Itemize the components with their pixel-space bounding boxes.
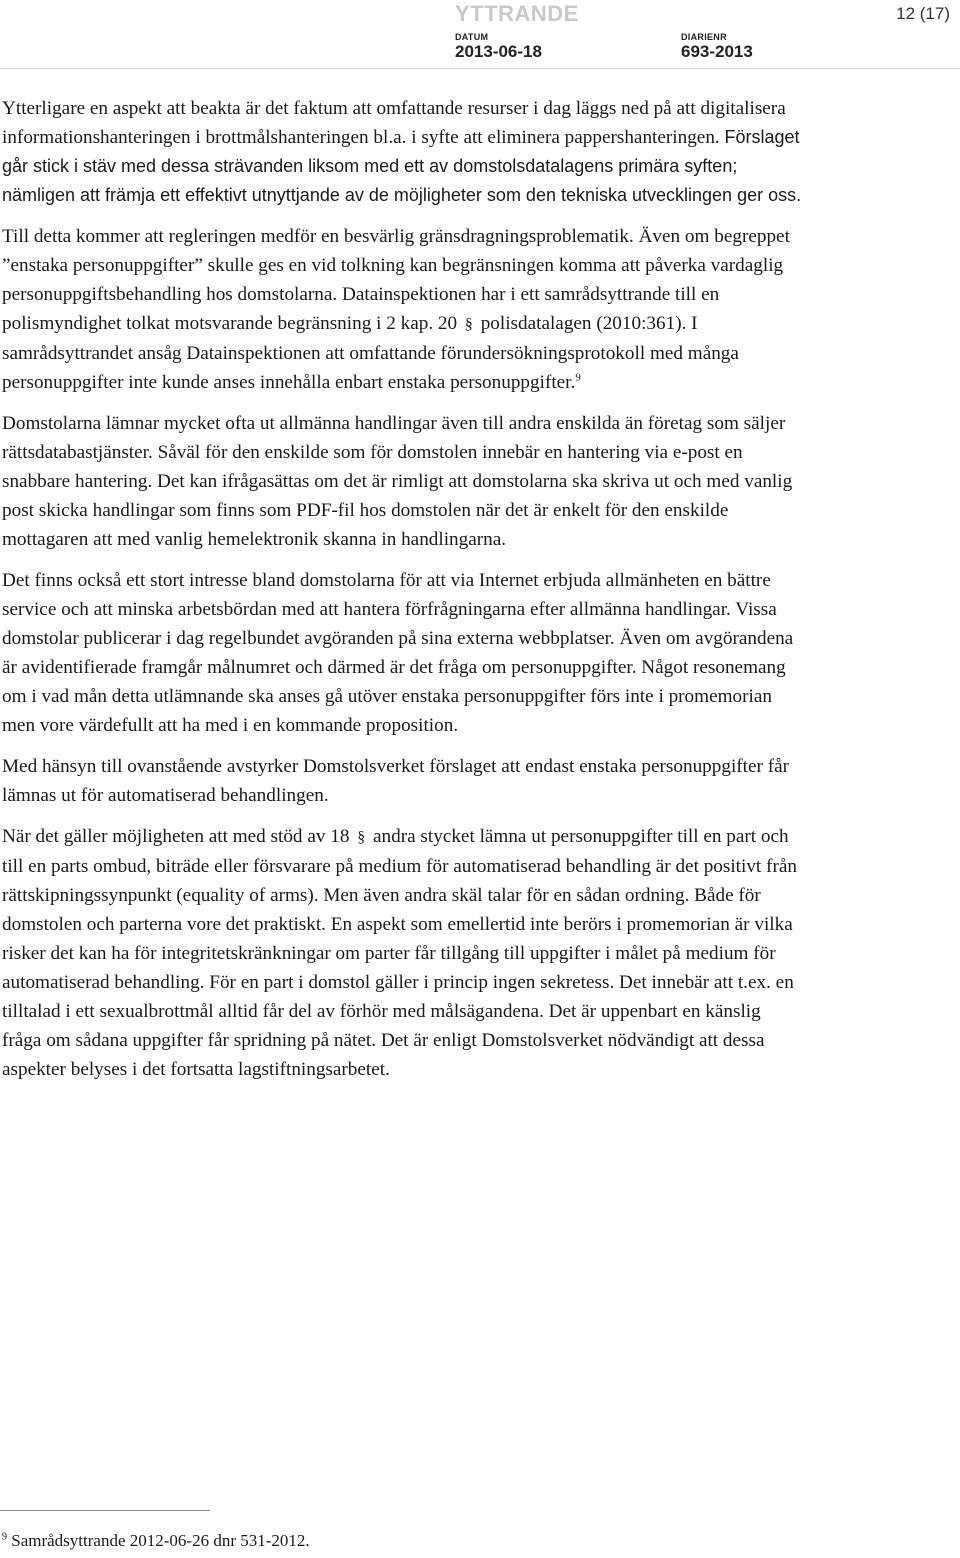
- document-type: YTTRANDE: [455, 1, 579, 26]
- paragraph-2-part-a: Till detta kommer att regleringen medför en besvärlig gränsdragningsproblematik. Även om begreppet ”enstaka personuppgifter” skulle ges en vid tolkning kan begränsningen komma att påverka vardaglig personuppgiftsbehandling hos domstolarna. Datainspektionen har i ett samrådsyttrande till en polismyndighet tolkat motsvarande begränsning i 2 kap. 20: [2, 226, 790, 334]
- header-rule: [0, 68, 960, 69]
- paragraph-1-part-b: Förslaget går stick i stäv med dessa strävanden liksom med ett av domstolsdatalagens primära syften; nämligen att främja ett effektivt utnyttjande av de möjligheter som den tekniska utvecklingen ger oss.: [2, 127, 802, 205]
- diary-label: DIARIENR: [681, 32, 727, 42]
- date-value: 2013-06-18: [455, 42, 542, 61]
- paragraph-4: Det finns också ett stort intresse bland domstolarna för att via Internet erbjuda allmänheten en bättre service och att minska arbetsbördan med att hantera förfrågningarna efter allmänna handlingar. Vissa domstolar publicerar i dag regelbundet avgöranden på sina externa webbplatser. Även om avgörandena är avidentifierade framgår målnumret och därmed är det fråga om personuppgifter. Något resonemang om i vad mån detta utlämnande ska anses gå utöver enstaka personuppgifter förs inte i promemorian men vore värdefullt att ha med i en kommande proposition.: [2, 570, 794, 736]
- diary-value: 693-2013: [681, 42, 753, 61]
- paragraph-3: Domstolarna lämnar mycket ofta ut allmänna handlingar även till andra enskilda än företag som säljer rättsdatabastjänster. Såväl för den enskilde som för domstolen innebär en hantering via e-post en snabbare hantering. Det kan ifrågasättas om det är rimligt att domstolarna ska skriva ut och med vanlig post skicka handlingar som finns som PDF-fil hos domstolen när det är enkelt för den enskilde mottagaren att med vanlig hemelektronik skanna in handlingarna.: [2, 413, 793, 550]
- paragraph-6-part-b: andra stycket lämna ut personuppgifter till en part och till en parts ombud, biträde eller försvarare på medium för automatiserad behandling är det positivt från rättskipningssynpunkt (equality of arms). Men även andra skäl talar för en sådan ordning. Både för domstolen och parterna vore det praktiskt. En aspekt som emellertid inte berörs i promemorian är vilka risker det kan ha för integritetskränkningar om parter får tillgång till uppgifter i målet på medium för automatiserad behandling. För en part i domstol gäller i princip ingen sekretess. Det innebär att t.ex. en tilltalad i ett sexualbrottmål alltid får del av förhör med målsägandena. Det är uppenbart en känslig fråga om sådana uppgifter får spridning på nätet. Det är enligt Domstolsverket nödvändigt att dessa aspekter belyses i det fortsatta lagstiftningsarbetet.: [2, 826, 797, 1080]
- paragraph-6: [2, 822, 804, 1084]
- page-number: 12 (17): [896, 4, 950, 23]
- footnote: [2, 1530, 310, 1552]
- footnote-reference: 9: [575, 371, 581, 384]
- section-sign: §: [464, 316, 473, 333]
- paragraph-5: Med hänsyn till ovanstående avstyrker Domstolsverket förslaget att endast enstaka personuppgifter får lämnas ut för automatiserad behandlingen.: [2, 756, 789, 806]
- footnote-rule: [0, 1510, 210, 1511]
- footnote-number: 9: [2, 1531, 7, 1543]
- date-label: DATUM: [455, 32, 489, 42]
- page-header: [0, 0, 960, 70]
- paragraph-6-part-a: När det gäller möjligheten att med stöd av 18: [2, 826, 355, 847]
- section-sign: §: [357, 829, 366, 846]
- paragraph-2: [2, 222, 804, 397]
- body-text: [0, 94, 804, 1096]
- paragraph-1: [2, 94, 804, 210]
- footnote-text: Samrådsyttrande 2012-06-26 dnr 531-2012.: [7, 1531, 310, 1550]
- paragraph-2-part-b: polisdatalagen (2010:361). I samrådsyttrandet ansåg Datainspektionen att omfattande förundersökningsprotokoll med många personuppgifter inte kunde anses innehålla enbart enstaka personuppgifter.: [2, 313, 739, 393]
- paragraph-1-part-a: Ytterligare en aspekt att beakta är det faktum att omfattande resurser i dag läggs ned på att digitalisera informationshanteringen i brottmålshanteringen bl.a. i syfte att eliminera pappershanteringen.: [2, 98, 786, 148]
